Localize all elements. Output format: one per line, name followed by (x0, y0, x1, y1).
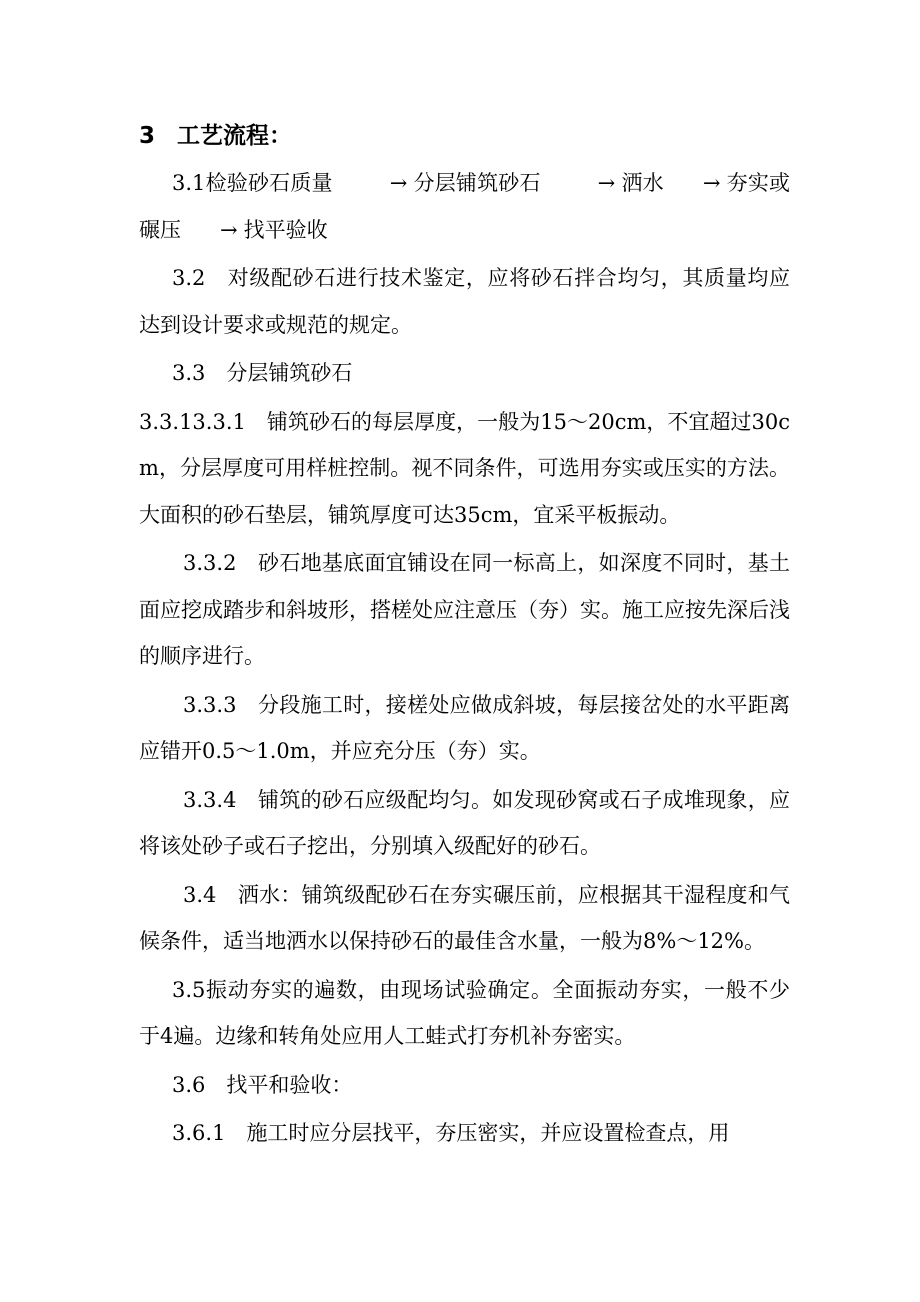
process-flow (139, 160, 790, 253)
paragraph-number: 3.5 (172, 977, 206, 1002)
paragraph-3-6 (139, 1062, 790, 1109)
paragraph-3-2 (139, 255, 790, 348)
paragraph-text: 找平和验收： (226, 1072, 353, 1097)
paragraph-3-3 (139, 350, 790, 397)
paragraph-3-3-2 (139, 540, 790, 680)
flow-arrow: → (389, 171, 408, 195)
flow-step: 洒水 (621, 171, 664, 195)
paragraph-3-5 (139, 967, 790, 1060)
paragraph-text: 砂石地基底面宜铺设在同一标高上，如深度不同时，基土面应挖成踏步和斜坡形，搭槎处应注意压（夯）实。施工应按先深后浅的顺序进行。 (139, 551, 791, 668)
paragraph-text: 分层铺筑砂石 (226, 361, 353, 385)
paragraph-3-6-1 (139, 1110, 790, 1157)
flow-step: 夯实或碾压 (139, 171, 791, 242)
flow-step: 找平验收 (243, 217, 328, 242)
paragraph-number: 3.3 (172, 361, 206, 385)
paragraph-number: 3.6 (172, 1072, 206, 1097)
paragraph-text: 施工时应分层找平，夯压密实，并应设置检查点，用 (246, 1121, 730, 1145)
section-number: 3 (139, 123, 156, 149)
paragraph-number: 3.3.3 (183, 692, 237, 717)
paragraph-number: 3.6.1 (172, 1121, 226, 1145)
paragraph-3-3-3 (139, 682, 790, 775)
paragraph-text: 对级配砂石进行技术鉴定，应将砂石拌合均匀，其质量均应达到设计要求或规范的规定。 (139, 266, 791, 337)
paragraph-number: 3.2 (172, 266, 206, 290)
paragraph-text: 铺筑的砂石应级配均匀。如发现砂窝或石子成堆现象，应将该处砂子或石子挖出，分别填入级配好的砂石。 (139, 787, 791, 858)
flow-arrow: → (597, 171, 616, 195)
paragraph-text: 洒水：铺筑级配砂石在夯实碾压前，应根据其干湿程度和气候条件，适当地洒水以保持砂石的最佳含水量，一般为8%～12%。 (139, 882, 791, 953)
flow-arrow: → (702, 171, 721, 195)
paragraph-3-3-1 (139, 399, 790, 539)
flow-step: 分层铺筑砂石 (413, 171, 541, 195)
paragraph-number: 3.4 (183, 882, 217, 907)
section-title: 工艺流程： (177, 123, 292, 149)
document-body (139, 113, 790, 1159)
paragraph-3-4 (139, 872, 790, 965)
flow-arrow: → (220, 217, 238, 242)
section-heading (139, 113, 790, 159)
paragraph-number: 3.3.4 (183, 787, 237, 812)
paragraph-number: 3.3.13.3.1 (139, 409, 246, 434)
flow-step-start: 3.1检验砂石质量 (172, 171, 333, 195)
paragraph-number: 3.3.2 (183, 551, 237, 575)
paragraph-3-3-4 (139, 777, 790, 870)
paragraph-text: 振动夯实的遍数，由现场试验确定。全面振动夯实，一般不少于4遍。边缘和转角处应用人工蛙式打夯机补夯密实。 (139, 977, 790, 1048)
paragraph-text: 分段施工时，接槎处应做成斜坡，每层接岔处的水平距离应错开0.5～1.0m，并应充分压（夯）实。 (139, 692, 791, 763)
paragraph-text: 铺筑砂石的每层厚度，一般为15～20cm，不宜超过30cm，分层厚度可用样桩控制。视不同条件，可选用夯实或压实的方法。大面积的砂石垫层，铺筑厚度可达35cm，宜采平板振动。 (139, 409, 790, 527)
